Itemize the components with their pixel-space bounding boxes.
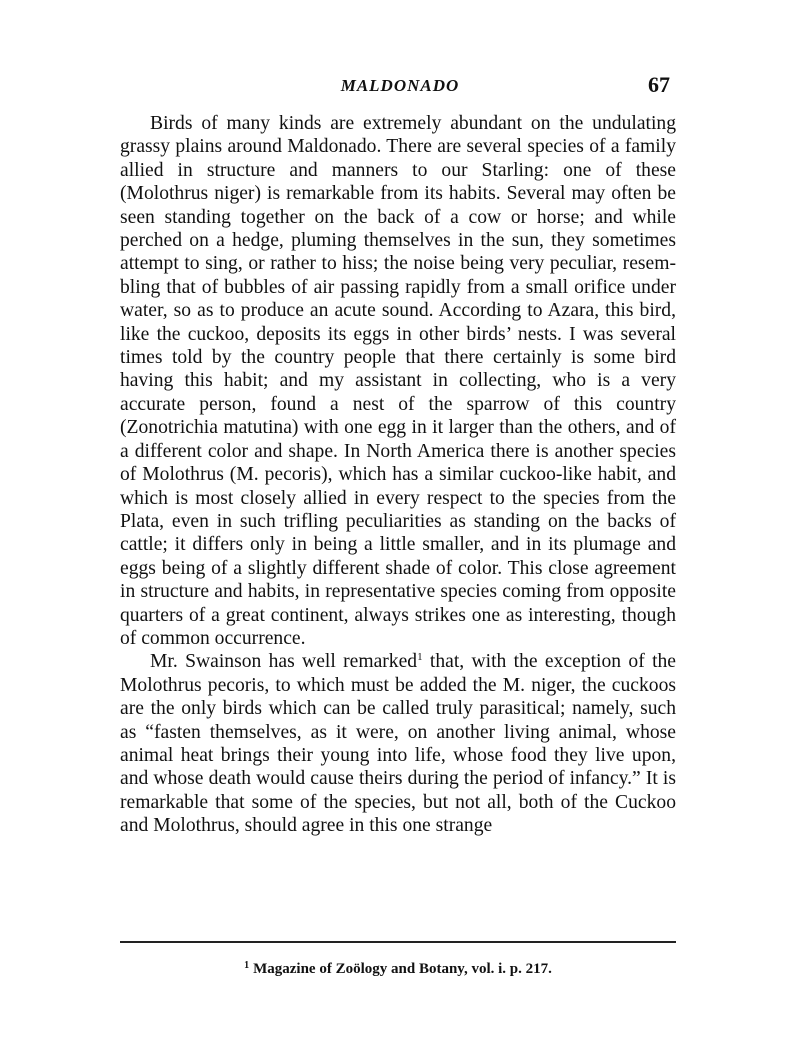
footnote-reference: 1 — [417, 651, 423, 664]
footnote-number: 1 — [244, 960, 250, 971]
paragraph-text: that, with the exception of the Molothrus pecoris, to which must be added the M. niger, the cuckoos are the only birds which can be called truly parasitical; namely, such as “fasten themselves, as it were, on another living animal, whose animal heat brings their young into life, whose food they live upon, and whose death would cause theirs during the period of infancy.” It is remarkable that some of the species, but not all, both of the Cuckoo and Molothrus, should agree in this one strange — [120, 651, 677, 837]
footnote-text: Magazine of Zoölogy and Botany, vol. i. p. 217. — [253, 961, 552, 977]
running-head — [120, 72, 680, 100]
paragraph — [120, 650, 676, 837]
paragraph-text: Mr. Swainson has well remarked — [150, 651, 418, 673]
paragraph: Birds of many kinds are extremely abundant on the undulating grassy plains around Maldonado. There are several species of a family allied in structure and manners to our Starling: one of these (Molothrus niger) is remarkable from its habits. Several may often be seen standing together on the back of a cow or horse; and while perched on a hedge, pluming themselves in the sun, they sometimes attempt to sing, or rather to hiss; the noise being very peculiar, resembling that of bubbles of air passing rapidly from a small orifice under water, so as to produce an acute sound. According to Azara, this bird, like the cuckoo, deposits its eggs in other birds’ nests. I was several times told by the country people that there certainly is some bird having this habit; and my assistant in collecting, who is a very accurate person, found a nest of the sparrow of this country (Zonotrichia matutina) with one egg in it larger than the others, and of a different color and shape. In North America there is another species of Molothrus (M. pecoris), which has a similar cuckoo-like habit, and which is most closely allied in every respect to the species from the Plata, even in such trifling peculiarities as standing on the backs of cattle; it differs only in being a little smaller, and in its plumage and eggs being of a slightly different shade of color. This close agreement in structure and habits, in representative species coming from opposite quarters of a great continent, always strikes one as interesting, though of common occurrence. — [120, 113, 676, 649]
running-title: MALDONADO — [340, 76, 460, 95]
footnote-rule — [120, 941, 676, 943]
body-text — [120, 112, 676, 838]
page-number: 67 — [648, 72, 670, 97]
footnote — [120, 960, 676, 978]
